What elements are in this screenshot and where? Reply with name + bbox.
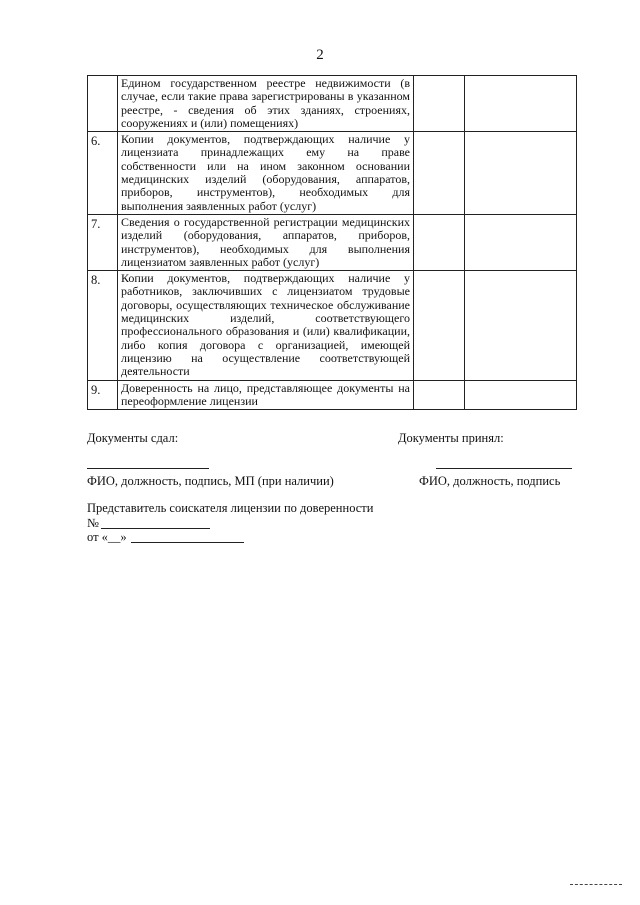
table-row	[88, 271, 577, 380]
submitted-signature-line	[87, 468, 209, 469]
accepted-signature-line	[436, 468, 572, 469]
empty-cell	[414, 214, 465, 270]
row-number	[88, 76, 118, 132]
row-text: Копии документов, подтверждающих наличие у работников, заключивших с лицензиатом трудовые договоры, осуществляющих техническое обслуживание медицинских изделий, соответствующего профессионального образования и (или) квалификации, либо копия договора с организацией, имеющей лицензию на осуществление соответствующей деятельности	[118, 271, 414, 380]
footer-mark	[570, 884, 622, 885]
row-text: Доверенность на лицо, представляющее документы на переоформление лицензии	[118, 380, 414, 410]
empty-cell	[414, 132, 465, 215]
documents-table	[87, 75, 577, 410]
table-row	[88, 132, 577, 215]
empty-cell	[414, 271, 465, 380]
empty-cell	[465, 380, 577, 410]
empty-cell	[465, 271, 577, 380]
row-text: Сведения о государственной регистрации медицинских изделий (оборудования, аппаратов, приборов, инструментов), необходимых для выполнения лицензиатом заявленных работ (услуг)	[118, 214, 414, 270]
representative-title: Представитель соискателя лицензии по доверенности	[87, 501, 374, 515]
table-row	[88, 380, 577, 410]
table-row	[88, 76, 577, 132]
accepted-caption: ФИО, должность, подпись	[419, 474, 561, 488]
row-text: Копии документов, подтверждающих наличие у лицензиата принадлежащих ему на праве собственности или на ином законном основании медицинских изделий (оборудования, аппаратов, приборов, инструментов), необходимых для выполнения заявленных работ (услуг)	[118, 132, 414, 215]
empty-cell	[465, 76, 577, 132]
table-row	[88, 214, 577, 270]
row-number: 8.	[88, 271, 118, 380]
doc-date-label: от «__»	[87, 530, 127, 544]
doc-date-line	[131, 542, 244, 543]
doc-number-line	[101, 528, 210, 529]
row-number: 7.	[88, 214, 118, 270]
row-number: 9.	[88, 380, 118, 410]
empty-cell	[465, 214, 577, 270]
empty-cell	[465, 132, 577, 215]
row-text: Едином государственном реестре недвижимости (в случае, если такие права зарегистрированы в указанном реестре, - сведения об этих зданиях, строениях, сооружениях и (или) помещениях)	[118, 76, 414, 132]
accepted-label: Документы принял:	[398, 431, 504, 445]
empty-cell	[414, 380, 465, 410]
page-number: 2	[316, 47, 324, 63]
empty-cell	[414, 76, 465, 132]
doc-number-label: №	[87, 516, 99, 530]
submitted-label: Документы сдал:	[87, 431, 179, 445]
row-number: 6.	[88, 132, 118, 215]
submitted-caption: ФИО, должность, подпись, МП (при наличии)	[87, 474, 334, 488]
